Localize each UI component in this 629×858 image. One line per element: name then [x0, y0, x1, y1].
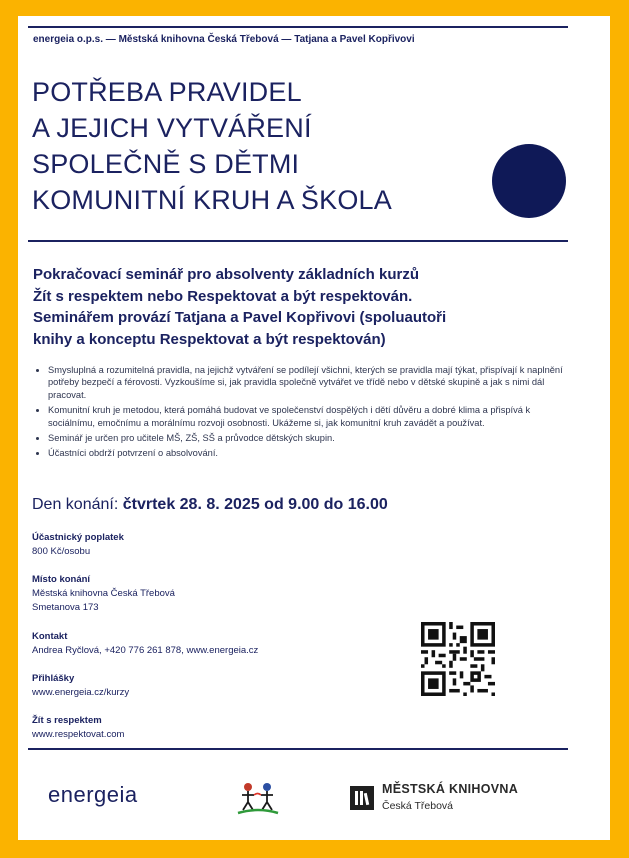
respekt-label: Žít s respektem — [32, 715, 102, 726]
title-line-2: A JEJICH VYTVÁŘENÍ — [32, 113, 312, 143]
library-name: MĚSTSKÁ KNIHOVNA — [382, 782, 519, 796]
bottom-rule — [28, 748, 568, 750]
page-title — [32, 74, 392, 218]
top-rule — [28, 26, 568, 28]
fee-block — [32, 531, 124, 559]
subtitle-line-1: Pokračovací seminář pro absolventy základních kurzů — [33, 266, 419, 283]
list-item: • Smysluplná a rozumitelná pravidla, na jejichž vytváření se podílejí všichni, kterých se pravidla mají týkat, přispívají k naplnění potřeby bezpečí a férovosti. Vyzkoušíme si, jak pravidla společně vytvářet ve třídě nebo v dětské skupině a jak s nimi dál pracovat. — [48, 364, 578, 401]
qr-code-icon — [421, 622, 495, 696]
venue-line-2: Smetanova 173 — [32, 602, 99, 613]
signup-block — [32, 672, 129, 700]
kids-logo-icon — [236, 780, 280, 816]
date-value: čtvrtek 28. 8. 2025 od 9.00 do 16.00 — [122, 496, 388, 513]
list-item: • Komunitní kruh je metodou, která pomáhá budovat ve společenství dospělých i dětí důvěru a dobré klima a přispívá k sociálnímu, emočnímu a morálnímu rozvoji osobnosti. Ukážeme si, jak komunitní kruh zavádět a používat. — [48, 404, 578, 429]
venue-line-1: Městská knihovna Česká Třebová — [32, 588, 175, 599]
venue-label: Místo konání — [32, 574, 91, 585]
event-date — [32, 496, 388, 514]
header-line: energeia o.p.s. — Městská knihovna Česká Třebová — Tatjana a Pavel Kopřivovi — [33, 34, 415, 45]
title-rule — [28, 240, 568, 242]
decorative-circle — [492, 144, 566, 218]
subtitle-line-3: Seminářem provází Tatjana a Pavel Kopřivovi (spoluautoři — [33, 309, 447, 326]
venue-block — [32, 573, 175, 615]
list-item: • Účastníci obdrží potvrzení o absolvování. — [48, 447, 578, 459]
signup-label: Přihlášky — [32, 673, 75, 684]
fee-value: 800 Kč/osobu — [32, 546, 91, 557]
respekt-link[interactable]: www.respektovat.com — [32, 729, 125, 740]
title-line-3: SPOLEČNĚ S DĚTMI — [32, 149, 300, 179]
subtitle-line-2: Žít s respektem nebo Respektovat a být respektován. — [33, 287, 413, 305]
flyer-page — [18, 16, 610, 840]
title-line-4: KOMUNITNÍ KRUH A ŠKOLA — [32, 185, 392, 215]
subtitle-line-4: knihy a konceptu Respektovat a být respektován) — [33, 330, 386, 348]
list-item: • Seminář je určen pro učitele MŠ, ZŠ, SŠ a průvodce dětských skupin. — [48, 432, 578, 444]
energeia-logo: energeia — [48, 782, 138, 807]
signup-link[interactable]: www.energeia.cz/kurzy — [32, 687, 130, 698]
contact-value[interactable]: Andrea Ryčlová, +420 776 261 878, www.energeia.cz — [32, 645, 259, 656]
fee-label: Účastnický poplatek — [32, 532, 124, 543]
contact-label: Kontakt — [32, 631, 68, 642]
respekt-block — [32, 714, 124, 742]
description-list — [32, 364, 578, 463]
date-label: Den konání: — [32, 496, 123, 513]
contact-block — [32, 630, 258, 658]
library-city: Česká Třebová — [382, 800, 454, 812]
title-line-1: POTŘEBA PRAVIDEL — [32, 77, 302, 107]
library-logo-icon — [350, 786, 374, 810]
seminar-subtitle — [33, 264, 573, 350]
